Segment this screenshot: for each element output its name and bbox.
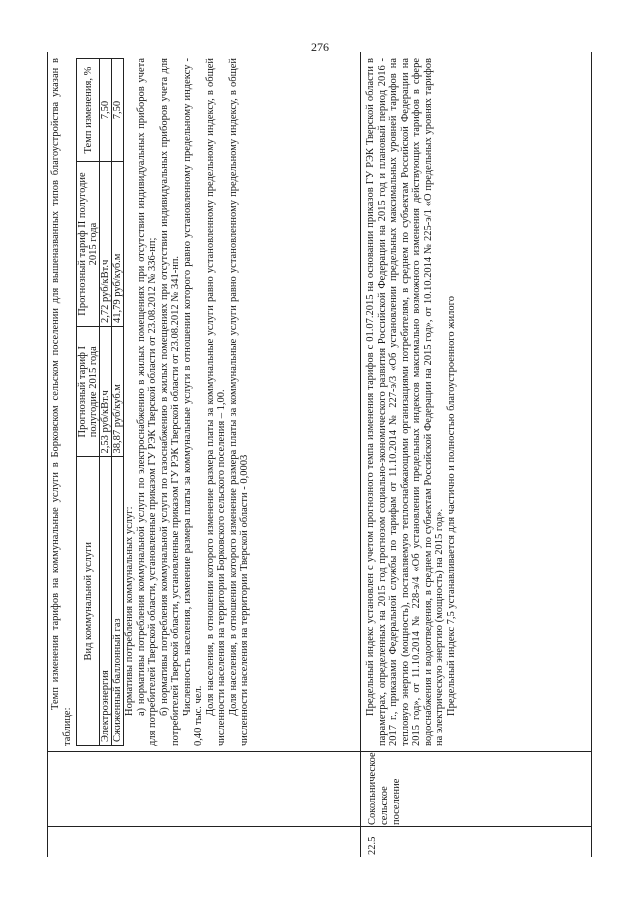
service-name: Сжиженный баллонный газ (112, 457, 124, 746)
row-content-cell (361, 52, 591, 752)
settlement-population-share-paragraph: Доля населения, в отношении которого изменение размера платы за коммунальные услуги равно установленному предельному индексу, в общей численности населения на территории Борковского сельского поселения – 1,00. (204, 58, 227, 746)
index-basis-paragraph: Предельный индекс установлен с учетом прогнозного темпа изменения тарифов с 01.07.2015 на основании приказов ГУ РЭК Тверской области в параметрах, определенных на 2015 год прогнозом социально-экономического развития Российской Федерации на 2015 год и плановый период 2016 - 2017 г., приказами Федеральной службы по тарифам от 11.10.2014 № 227-э/3 «Об установлении предельных максимальных уровней тарифов на тепловую энергию (мощность), поставляемую теплоснабжающими организациями потребителям, в среднем по субъектам Российской Федерации на 2015 год», от 11.10.2014 № 228-э/4 «Об установлении предельных индексов максимально возможного изменения действующих тарифов в сфере водоснабжения и водоотведения, в среднем по субъектам Российской Федерации на 2015 год», от 10.10.2014 № 225-э/1 «О предельных уровнях тарифов на электрическую энергию (мощность) на 2015 год». (365, 58, 445, 746)
change-rate-value: 7,50 (100, 59, 112, 162)
tariff-h2-value: 2,72 руб/кВт.ч (100, 162, 112, 327)
gas-norm-paragraph: б) нормативы потребления коммунальной услуги по газоснабжению в жилых помещениях при отсутствии индивидуальных приборов учета для потребителей Тверской области, установленные приказом ГУ РЭК Тверской области от 23.08.2012 № 341-нп. (158, 58, 181, 746)
tariff-h2-value: 41,79 руб/куб.м (112, 162, 124, 327)
page-number: 276 (311, 40, 329, 54)
rotated-table-sheet (47, 52, 592, 857)
tariff-table (76, 58, 124, 746)
column-header-tariff-h1: Прогнозный тариф I полугодие 2015 года (77, 326, 100, 457)
tariff-intro-text: Темп изменения тарифов на коммунальные услуги в Борковском сельском поселении для вышеназванных типов благоустройства указан в таблице: (50, 58, 73, 746)
table-row-sokolnicheskoe (360, 52, 592, 857)
table-row (112, 59, 124, 746)
column-header-change-rate: Темп изменения, % (77, 59, 100, 162)
consumption-norms-heading: Нормативы потребления коммунальных услуг: (124, 506, 135, 716)
table-row (100, 59, 112, 746)
settlement-name-cell: Сокольническое сельское поселение (367, 752, 402, 825)
change-rate-value: 7,50 (112, 59, 124, 162)
tariff-h1-value: 38,87 руб/куб.м (112, 326, 124, 457)
tariff-h1-value: 2,53 руб/кВт.ч (100, 326, 112, 457)
column-header-service: Вид коммунальной услуги (77, 457, 100, 746)
population-count-paragraph: Численность населения, изменение размера платы за коммунальные услуги в отношении которого равно установленному предельному индексу - 0,40 тыс. чел. (181, 58, 204, 746)
row-number-cell: 22.5 (367, 836, 378, 855)
column-header-tariff-h2: Прогнозный тариф II полугодие 2015 года (77, 162, 100, 327)
electricity-norm-paragraph: а) нормативы потребления коммунальной услуги по электроснабжению в жилых помещениях при отсутствии индивидуальных приборов учета для потребителей Тверской области, установленные приказом ГУ РЭК Тверской области от 23.08.2012 № 336-нп; (135, 58, 158, 746)
service-name: Электроэнергия (100, 457, 112, 746)
region-population-share-paragraph: Доля населения, в отношении которого изменение размера платы за коммунальные услуги равно установленному предельному индексу, в общей численности населения на территории Тверской области - 0,0003 (227, 58, 250, 746)
index-value-paragraph: Предельный индекс 7,5 устанавливается для частично и полностью благоустроенного жилого (445, 296, 457, 716)
row-content-cell (48, 52, 360, 752)
table-row-borkovskoe (47, 52, 360, 857)
tariff-table-header (77, 59, 100, 746)
